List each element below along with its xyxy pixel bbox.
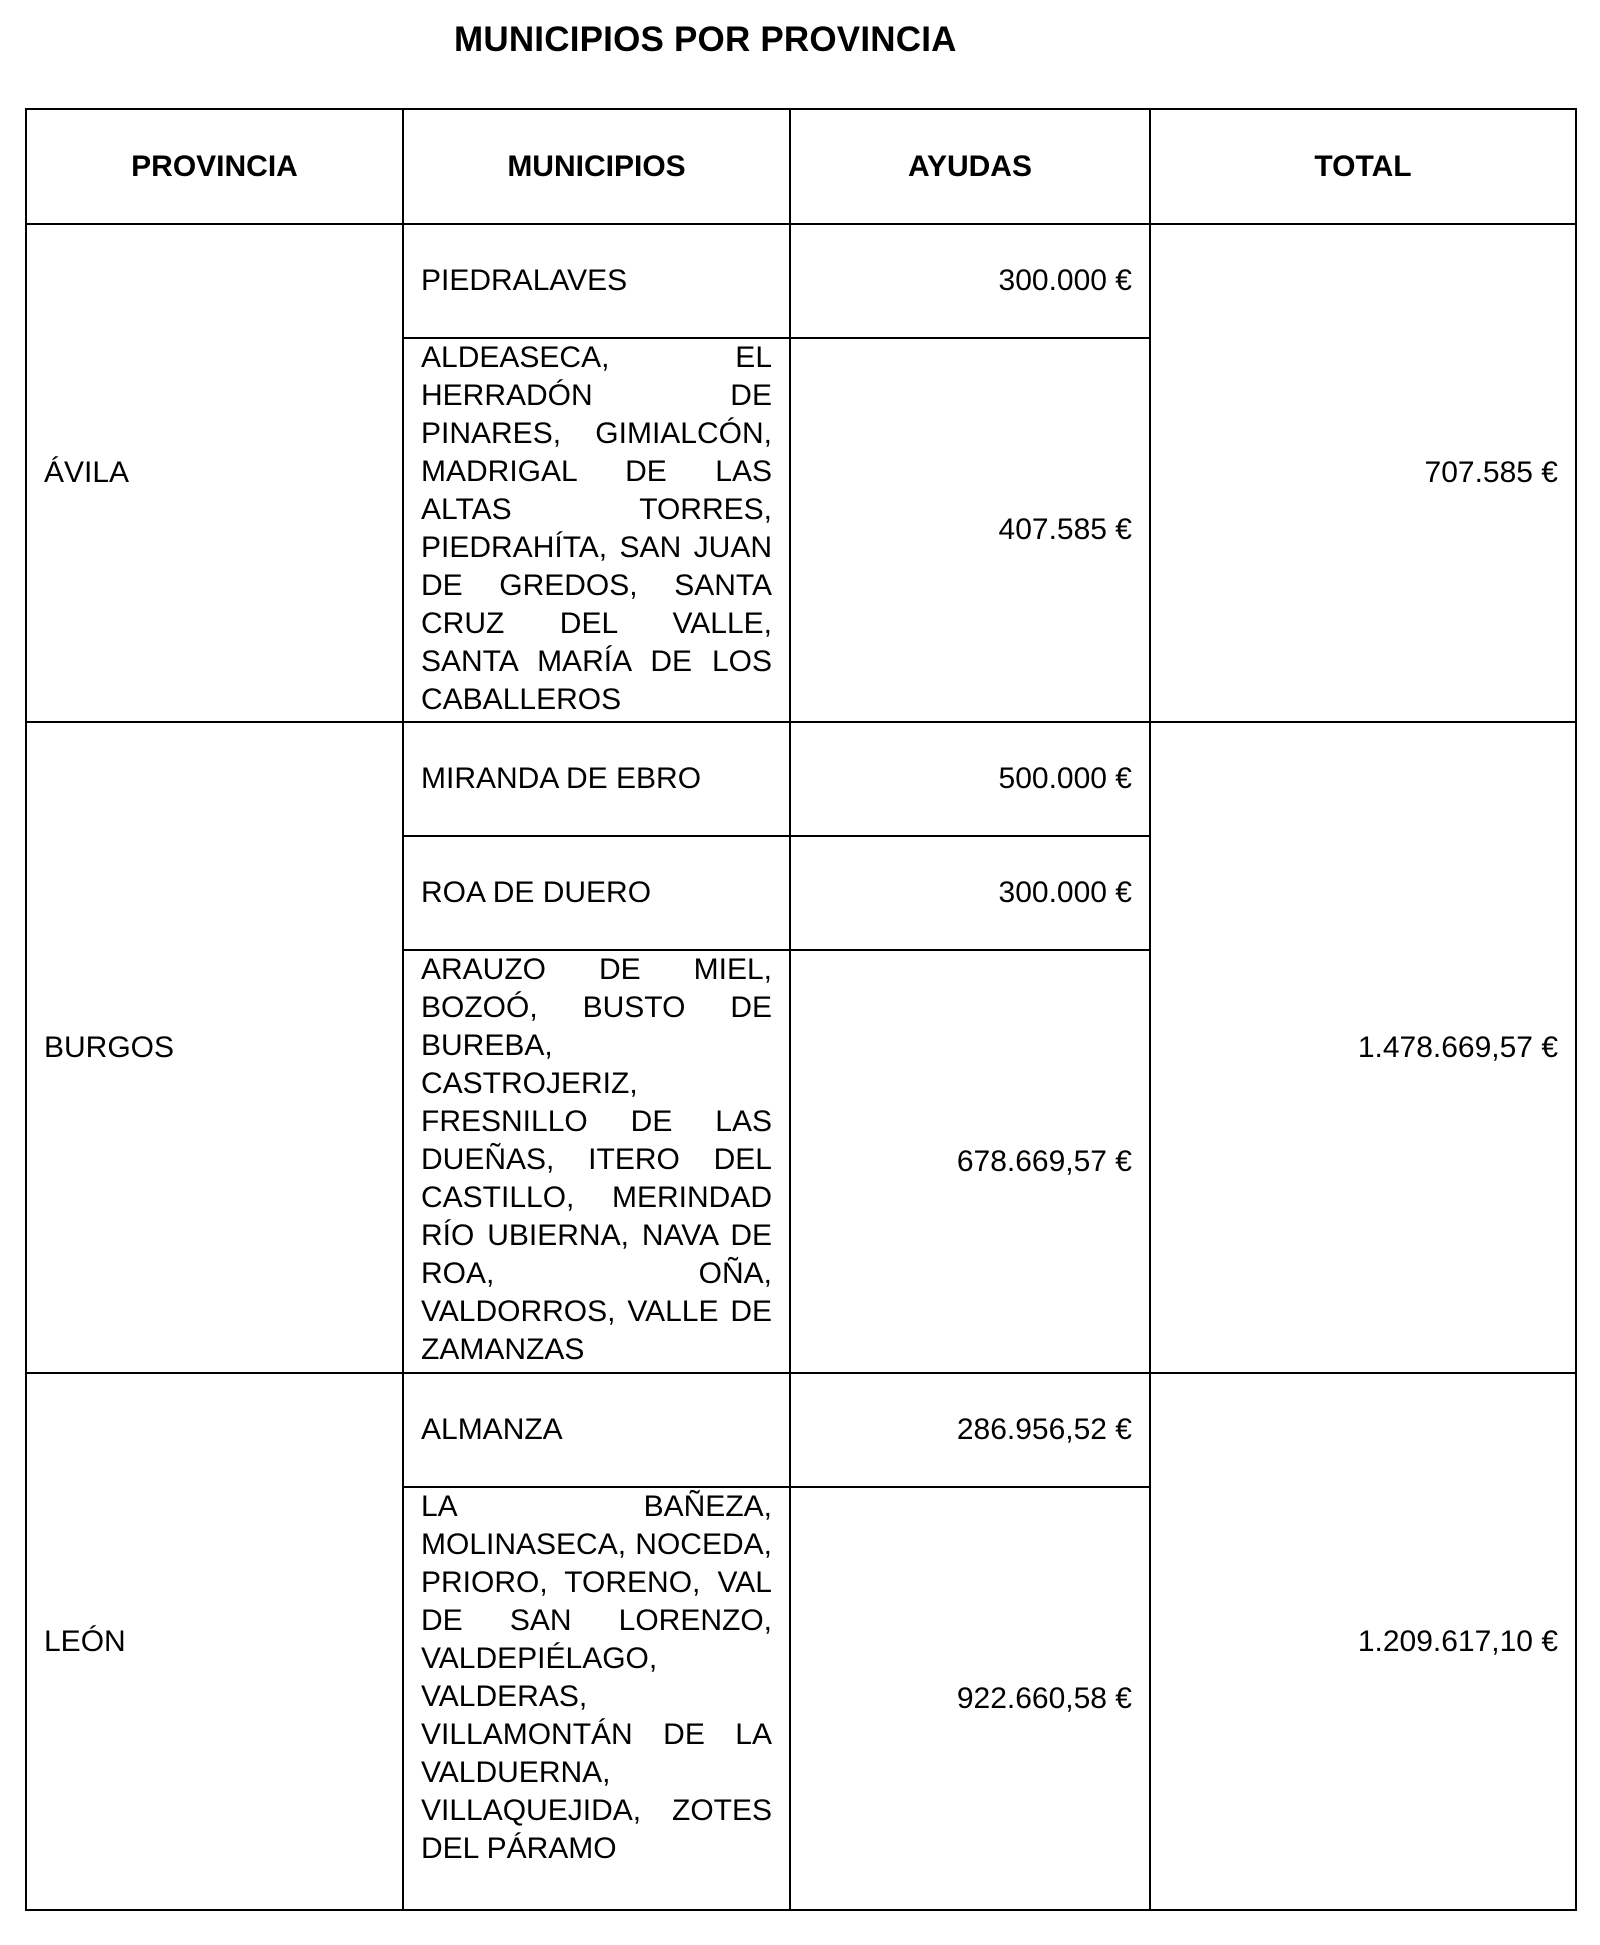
header-row	[26, 109, 1576, 224]
ayuda-cell: 922.660,58 €	[790, 1487, 1150, 1910]
ayuda-cell: 286.956,52 €	[790, 1373, 1150, 1487]
ayuda-cell: 407.585 €	[790, 338, 1150, 722]
header-municipios: MUNICIPIOS	[403, 109, 790, 224]
total-cell: 707.585 €	[1150, 224, 1576, 722]
ayuda-cell: 500.000 €	[790, 722, 1150, 836]
municipios-cell: PIEDRALAVES	[403, 224, 790, 338]
document-title: MUNICIPIOS POR PROVINCIA	[454, 20, 957, 59]
ayuda-cell: 300.000 €	[790, 836, 1150, 950]
province-cell: ÁVILA	[26, 224, 403, 722]
province-cell: BURGOS	[26, 722, 403, 1373]
total-cell: 1.209.617,10 €	[1150, 1373, 1576, 1910]
header-total: TOTAL	[1150, 109, 1576, 224]
municipios-cell: ARAUZO DE MIEL, BOZOÓ, BUSTO DE BUREBA, CASTROJERIZ, FRESNILLO DE LAS DUEÑAS, ITERO DEL CASTILLO, MERINDAD RÍO UBIERNA, NAVA DE ROA, OÑA, VALDORROS, VALLE DE ZAMANZAS	[403, 950, 790, 1373]
ayuda-cell: 678.669,57 €	[790, 950, 1150, 1373]
table-row	[26, 1373, 1576, 1487]
table-row	[26, 224, 1576, 338]
header-provincia: PROVINCIA	[26, 109, 403, 224]
total-cell: 1.478.669,57 €	[1150, 722, 1576, 1373]
municipios-cell: LA BAÑEZA, MOLINASECA, NOCEDA, PRIORO, TORENO, VAL DE SAN LORENZO, VALDEPIÉLAGO, VALDERAS, VILLAMONTÁN DE LA VALDUERNA, VILLAQUEJIDA, ZOTES DEL PÁRAMO	[403, 1487, 790, 1910]
municipios-cell: MIRANDA DE EBRO	[403, 722, 790, 836]
municipios-cell: ALMANZA	[403, 1373, 790, 1487]
municipios-cell: ALDEASECA, EL HERRADÓN DE PINARES, GIMIALCÓN, MADRIGAL DE LAS ALTAS TORRES, PIEDRAHÍTA, SAN JUAN DE GREDOS, SANTA CRUZ DEL VALLE, SANTA MARÍA DE LOS CABALLEROS	[403, 338, 790, 722]
ayuda-cell: 300.000 €	[790, 224, 1150, 338]
province-cell: LEÓN	[26, 1373, 403, 1910]
municipios-table	[25, 108, 1577, 1911]
table-row	[26, 722, 1576, 836]
municipios-cell: ROA DE DUERO	[403, 836, 790, 950]
header-ayudas: AYUDAS	[790, 109, 1150, 224]
